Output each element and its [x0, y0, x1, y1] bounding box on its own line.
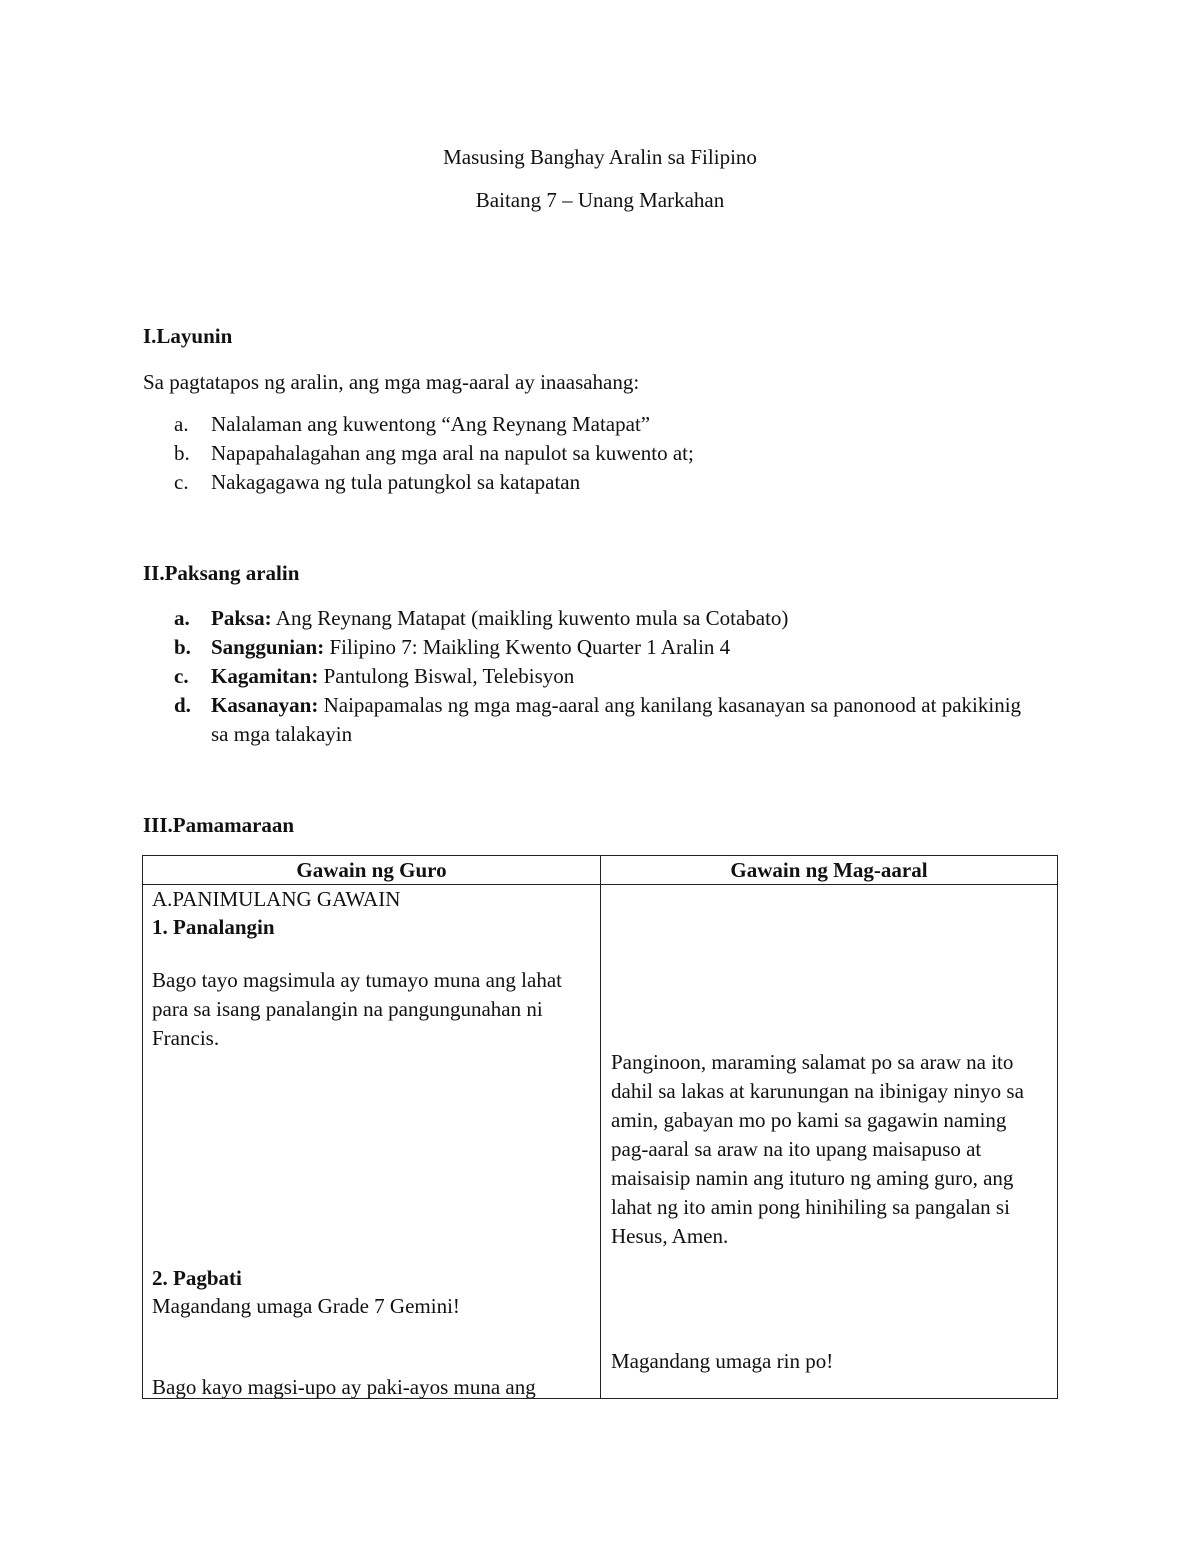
list-marker: c.	[174, 664, 189, 688]
list-item-text: Naipapamalas ng mga mag-aaral ang kanilang kasanayan sa panonood at pakikinig sa mga talakayin	[211, 693, 1022, 746]
list-item	[143, 633, 1043, 662]
list-marker: a.	[174, 606, 190, 630]
list-marker: a.	[174, 412, 189, 436]
list-item-label: Kagamitan:	[211, 664, 319, 688]
step1-title: 1. Panalangin	[152, 915, 275, 939]
table-column-divider	[600, 856, 601, 1399]
list-item-label: Kasanayan:	[211, 693, 319, 717]
list-item	[143, 439, 1043, 468]
list-marker: b.	[174, 635, 191, 659]
lesson-plan-title: Masusing Banghay Aralin sa Filipino	[443, 145, 757, 169]
section-heading-paksang-aralin: II.Paksang aralin	[143, 561, 300, 585]
column-header-mag-aaral: Gawain ng Mag-aaral	[730, 858, 928, 882]
section-heading-pamamaraan: III.Pamamaraan	[143, 813, 295, 837]
list-item	[143, 468, 1043, 497]
list-marker: c.	[174, 470, 189, 494]
grade-quarter-subtitle: Baitang 7 – Unang Markahan	[475, 188, 725, 212]
step2-mag-aaral-text: Magandang umaga rin po!	[611, 1349, 834, 1373]
section-heading-layunin: I.Layunin	[143, 324, 233, 348]
list-item	[143, 691, 1031, 749]
list-item-label: Sanggunian:	[211, 635, 325, 659]
list-marker: d.	[174, 693, 191, 717]
column-header-guro: Gawain ng Guro	[296, 858, 447, 882]
step1-guro-text: Bago tayo magsimula ay tumayo muna ang lahat para sa isang panalangin na pangungunahan ni Francis.	[152, 968, 562, 1050]
step2-title: 2. Pagbati	[152, 1266, 242, 1290]
list-item-label: Paksa:	[211, 606, 272, 630]
step1-mag-aaral-text: Panginoon, maraming salamat po sa araw na ito dahil sa lakas at karunungan na ibinigay ninyo sa amin, gabayan mo po kami sa gagawin naming pag-aaral sa araw na ito upang maisapuso at maisaisip namin ang ituturo ng aming guro, ang lahat ng ito amin pong hinihiling sa pangalan si Hesus, Amen.	[611, 1050, 1024, 1248]
list-item-text: Pantulong Biswal, Telebisyon	[318, 664, 575, 688]
step3-guro-text: Bago kayo magsi-upo ay paki-ayos muna ang	[152, 1375, 536, 1399]
list-item-text: Ang Reynang Matapat (maikling kuwento mula sa Cotabato)	[271, 606, 789, 630]
section-a-title: A.PANIMULANG GAWAIN	[152, 887, 401, 911]
pamamaraan-table	[142, 855, 1058, 1399]
layunin-intro: Sa pagtatapos ng aralin, ang mga mag-aaral ay inaasahang:	[143, 370, 640, 394]
list-item-text: Nalalaman ang kuwentong “Ang Reynang Matapat”	[211, 412, 651, 436]
list-item-text: Filipino 7: Maikling Kwento Quarter 1 Aralin 4	[324, 635, 731, 659]
paksang-aralin-list	[143, 604, 1043, 749]
list-item-text: Napapahalagahan ang mga aral na napulot sa kuwento at;	[211, 441, 694, 465]
layunin-list	[143, 410, 1043, 497]
list-item	[143, 662, 1043, 691]
list-item	[143, 604, 1043, 633]
step2-guro-text: Magandang umaga Grade 7 Gemini!	[152, 1294, 460, 1318]
list-item	[143, 410, 1043, 439]
list-item-text: Nakagagawa ng tula patungkol sa katapatan	[211, 470, 581, 494]
list-marker: b.	[174, 441, 190, 465]
